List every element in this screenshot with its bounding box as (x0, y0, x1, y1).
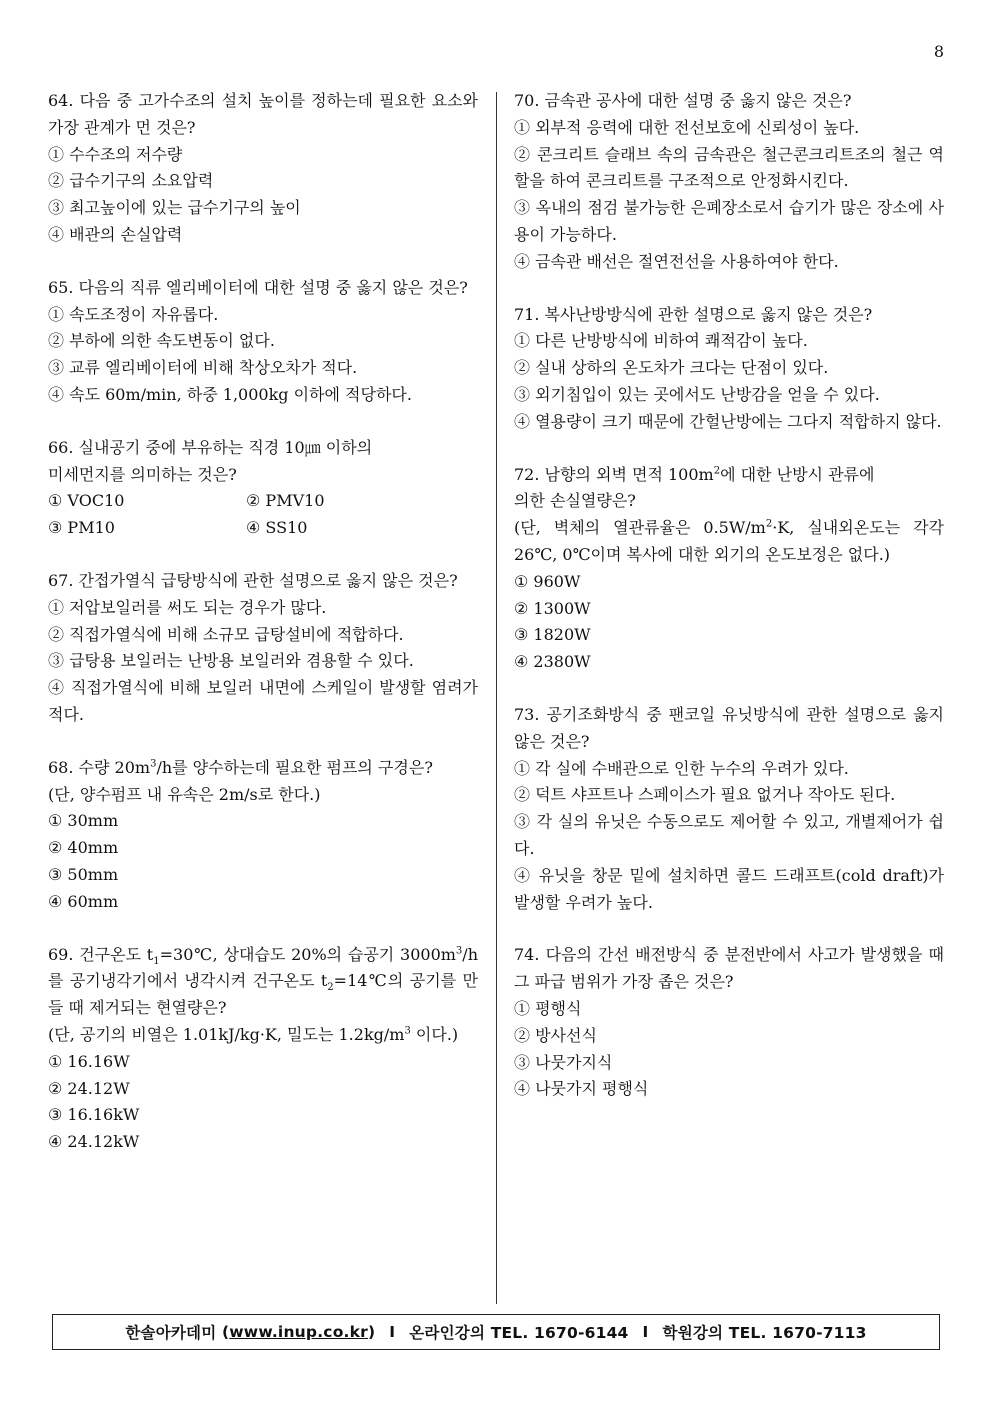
footer-separator: I (389, 1323, 396, 1341)
question-66 (48, 435, 478, 542)
footer-separator: I (642, 1323, 649, 1341)
question-70 (514, 88, 944, 276)
question-stem-line-2: 의한 손실열량은? (514, 491, 636, 511)
question-72 (514, 462, 944, 676)
option-2: ② 부하에 의한 속도변동이 없다. (48, 331, 275, 351)
question-stem: 73. 공기조화방식 중 팬코일 유닛방식에 관한 설명으로 옳지 않은 것은? (514, 704, 944, 751)
option-1: ① 16.16W (48, 1051, 130, 1071)
option-1: ① 960W (514, 571, 581, 591)
question-stem-line-1: 72. 남향의 외벽 면적 $100m^2$에 대한 난방시 관류에 (514, 464, 875, 484)
option-3: ③ 각 실의 유닛은 수동으로도 제어할 수 있고, 개별제어가 쉽다. (514, 812, 944, 858)
option-3: ③ 16.16kW (48, 1105, 140, 1125)
option-3: ③ 나뭇가지식 (514, 1052, 613, 1072)
option-3: ③ 옥내의 점검 불가능한 은폐장소로서 습기가 많은 장소에 사용이 가능하다. (514, 198, 944, 244)
footer-banner: 한솔아카데미 ( www.inup.co.kr ) I 온라인강의 TEL. 1670-6144 I 학원강의 TEL. 1670-7113 (52, 1314, 940, 1350)
question-condition: (단, 공기의 비열은 1.01kJ/kg·K, 밀도는 $1.2kg/m^3$ 이다.) (48, 1024, 459, 1044)
option-2: ② 급수기구의 소요압력 (48, 171, 214, 191)
question-stem: 74. 다음의 간선 배전방식 중 분전반에서 사고가 발생했을 때 그 파급 범위가 가장 좁은 것은? (514, 945, 944, 992)
option-2: ② 직접가열식에 비해 소규모 급탕설비에 적합하다. (48, 624, 404, 644)
question-71 (514, 302, 944, 436)
option-3: ③ 최고높이에 있는 급수기구의 높이 (48, 198, 301, 218)
left-column (48, 88, 478, 1182)
question-73 (514, 702, 944, 916)
option-4: ④ 유닛을 창문 밑에 설치하면 콜드 드래프트(cold draft)가 발생할 우려가 높다. (514, 865, 944, 912)
option-1: ① 각 실에 수배관으로 인한 누수의 우려가 있다. (514, 758, 849, 778)
option-4: ④ 배관의 손실압력 (48, 224, 183, 244)
question-67 (48, 568, 478, 729)
option-4: ④ 나뭇가지 평행식 (514, 1079, 649, 1099)
option-4: ④ 열용량이 크기 때문에 간헐난방에는 그다지 적합하지 않다. (514, 411, 942, 431)
option-4: ④ 직접가열식에 비해 보일러 내면에 스케일이 발생할 염려가 적다. (48, 678, 478, 724)
column-divider (496, 92, 497, 1304)
option-4: ④ 60mm (48, 891, 119, 911)
option-1: ① 저압보일러를 써도 되는 경우가 많다. (48, 597, 327, 617)
option-1: ① 다른 난방방식에 비하여 쾌적감이 높다. (514, 331, 808, 351)
right-column (514, 88, 944, 1129)
question-stem-line-1: 66. 실내공기 중에 부유하는 직경 10㎛ 이하의 (48, 437, 373, 457)
option-3: ③ PM10 (48, 518, 115, 538)
option-3: ③ 외기침입이 있는 곳에서도 난방감을 얻을 수 있다. (514, 384, 880, 404)
footer-online-phone: 온라인강의 TEL. 1670-6144 (409, 1324, 629, 1342)
question-stem: 70. 금속관 공사에 대한 설명 중 옳지 않은 것은? (514, 91, 852, 110)
question-69 (48, 942, 478, 1156)
question-68 (48, 755, 478, 916)
option-2: ② 덕트 샤프트나 스페이스가 필요 없거나 작아도 된다. (514, 785, 896, 805)
option-3: ③ 교류 엘리베이터에 비해 착상오차가 적다. (48, 358, 358, 378)
option-4: ④ SS10 (246, 518, 308, 538)
page-number: 8 (933, 42, 944, 61)
question-64 (48, 88, 478, 249)
footer-academy-phone: 학원강의 TEL. 1670-7113 (662, 1324, 867, 1342)
option-4: ④ 속도 60m/min, 하중 1,000kg 이하에 적당하다. (48, 384, 412, 404)
question-74 (514, 942, 944, 1103)
option-2: ② 1300W (514, 598, 591, 618)
question-stem: 67. 간접가열식 급탕방식에 관한 설명으로 옳지 않은 것은? (48, 570, 458, 590)
option-2: ② 24.12W (48, 1078, 130, 1098)
option-3: ③ 급탕용 보일러는 난방용 보일러와 겸용할 수 있다. (48, 651, 414, 671)
option-1: ① 외부적 응력에 대한 전선보호에 신뢰성이 높다. (514, 117, 860, 137)
option-3: ③ 1820W (514, 625, 591, 645)
question-condition: (단, 양수펌프 내 유속은 2m/s로 한다.) (48, 784, 321, 804)
question-condition: (단, 벽체의 열관류율은 $0.5W/m^2\cdot K$, 실내외온도는 각각 26℃, 0℃이며 복사에 대한 외기의 온도보정은 없다.) (514, 518, 944, 564)
option-1: ① 30mm (48, 811, 119, 831)
option-2: ② 실내 상하의 온도차가 크다는 단점이 있다. (514, 358, 829, 378)
question-stem-line-2: 미세먼지를 의미하는 것은? (48, 464, 237, 484)
option-1: ① 수수조의 저수량 (48, 144, 183, 164)
question-stem: 65. 다음의 직류 엘리베이터에 대한 설명 중 옳지 않은 것은? (48, 277, 468, 297)
option-4: ④ 24.12kW (48, 1132, 140, 1152)
option-3: ③ 50mm (48, 864, 119, 884)
option-2: ② 콘크리트 슬래브 속의 금속관은 철근콘크리트조의 철근 역할을 하여 콘크리트를 구조적으로 안정화시킨다. (514, 144, 944, 191)
question-stem: 69. 건구온도 $t_1=30℃$, 상대습도 20%의 습공기 $3000m^3/h$를 공기냉각기에서 냉각시켜 건구온도 $t_2=14℃$의 공기를 만들 때 제거되는 현열량은? (48, 944, 478, 1018)
question-65 (48, 275, 478, 409)
footer-brand: 한솔아카데미 (125, 1324, 217, 1342)
option-1: ① VOC10 (48, 491, 125, 511)
question-stem: 68. 수량 $20m^3/h$를 양수하는데 필요한 펌프의 구경은? (48, 757, 433, 777)
option-2: ② 방사선식 (514, 1025, 597, 1045)
question-stem: 64. 다음 중 고가수조의 설치 높이를 정하는데 필요한 요소와 가장 관계가 먼 것은? (48, 91, 478, 137)
option-1: ① 평행식 (514, 998, 582, 1018)
question-stem: 71. 복사난방방식에 관한 설명으로 옳지 않은 것은? (514, 304, 873, 324)
option-2: ② 40mm (48, 838, 119, 858)
option-1: ① 속도조정이 자유롭다. (48, 304, 219, 324)
option-2: ② PMV10 (246, 491, 325, 511)
option-4: ④ 2380W (514, 652, 591, 672)
option-grid (48, 488, 478, 542)
footer-website-link[interactable]: www.inup.co.kr (229, 1323, 368, 1341)
option-4: ④ 금속관 배선은 절연전선을 사용하여야 한다. (514, 251, 839, 271)
